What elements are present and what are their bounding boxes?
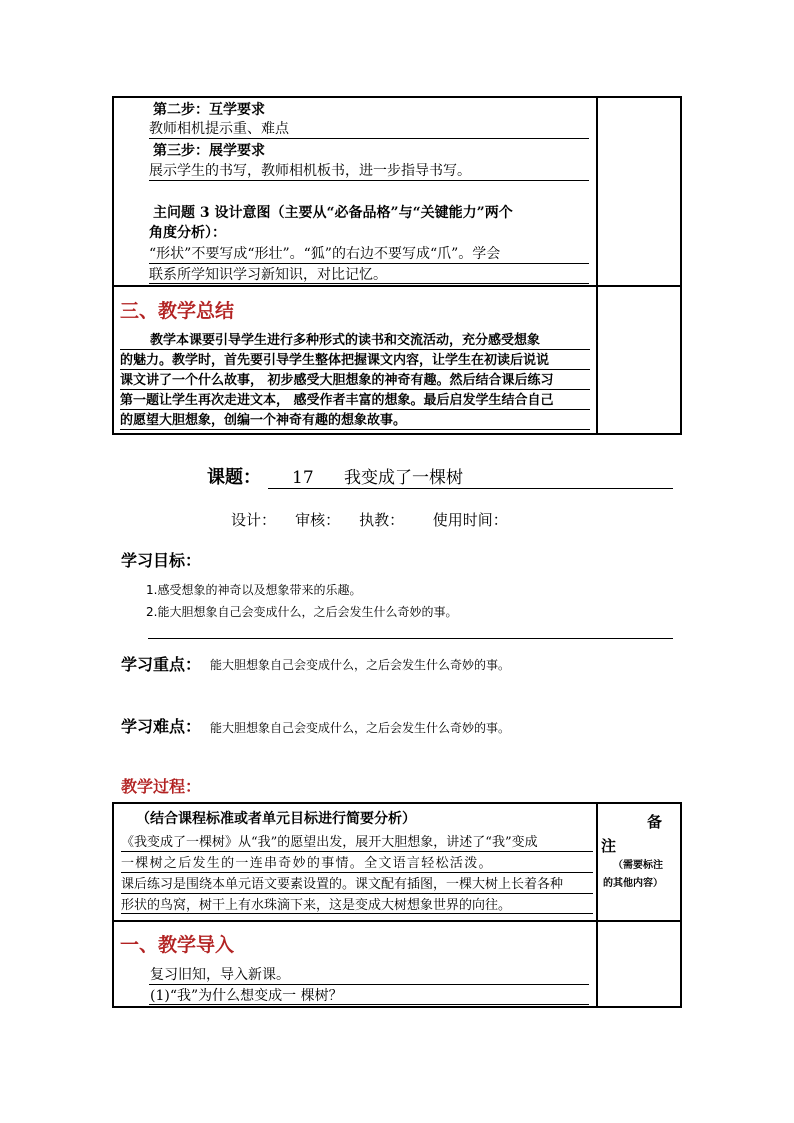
summary-line-4: 第一题让学生再次走进文本， 感受作者丰富的想象。最后启发学生结合自己 (120, 393, 554, 408)
analysis-title: （结合课程标准或者单元目标进行简要分析） (136, 811, 416, 827)
intro-heading: 一、教学导入 (120, 934, 235, 956)
lesson-title-number: 17 (292, 468, 314, 488)
summary-line-2: 的魅力。教学时，首先要引导学生整体把握课文内容，让学生在初读后说说 (120, 353, 550, 368)
intro-line-1: 复习旧知，导入新课。 (150, 967, 290, 983)
step3-title: 第三步：展学要求 (153, 143, 265, 159)
lesson-title-text: 我变成了一棵树 (344, 468, 463, 488)
process-heading: 教学过程： (121, 777, 202, 796)
summary-line-1: 教学本课要引导学生进行多种形式的读书和交流活动，充分感受想象 (150, 333, 541, 348)
intro-underline-2 (149, 1004, 589, 1005)
q3-underline-2 (149, 283, 589, 284)
q3-underline-1 (149, 263, 589, 264)
difficulty-text: 能大胆想象自己会变成什么，之后会发生什么奇妙的事。 (210, 721, 511, 735)
intro-line-2: (1)“我”为什么想变成一 棵树？ (150, 988, 343, 1004)
table-bottom-divider (596, 802, 598, 1008)
analysis-line-3: 课后练习是围绕本单元语文要素设置的。课文配有插图，一棵大树上长着各种 (121, 877, 564, 892)
note-subtitle-2: 的其他内容） (603, 878, 663, 889)
difficulty-label: 学习难点： (121, 717, 202, 736)
summary-underline-3 (120, 389, 590, 390)
key-text: 能大胆想象自己会变成什么，之后会发生什么奇妙的事。 (210, 658, 511, 672)
q3-text-line2: 联系所学知识学习新知识，对比记忆。 (149, 267, 387, 283)
summary-underline-2 (120, 369, 590, 370)
step2-underline (149, 138, 589, 139)
goal-1: 1.感受想象的神奇以及想象带来的乐趣。 (146, 583, 362, 597)
note-subtitle-1: （需要标注 (613, 860, 663, 871)
goal-2: 2.能大胆想象自己会变成什么，之后会发生什么奇妙的事。 (146, 605, 458, 619)
table-top-row-separator (112, 285, 682, 287)
analysis-underline-1 (121, 851, 593, 852)
summary-line-3: 课文讲了一个什么故事， 初步感受大胆想象的神奇有趣。然后结合课后练习 (120, 373, 554, 388)
q3-title-line1: 主问题 3 设计意图（主要从“必备品格”与“关键能力”两个 (153, 205, 513, 221)
summary-line-5: 的愿望大胆想象，创编一个神奇有趣的想象故事。 (120, 413, 407, 428)
lesson-meta: 设计： 审核： 执教： 使用时间： (231, 511, 508, 529)
goals-underline (148, 638, 673, 639)
goals-heading: 学习目标： (121, 551, 202, 570)
step3-text: 展示学生的书写，教师相机板书，进一步指导书写。 (149, 163, 471, 179)
table-bottom-row-separator (112, 920, 682, 922)
q3-title-line2: 角度分析）： (149, 225, 226, 241)
analysis-underline-2 (121, 872, 593, 873)
step2-title: 第二步：互学要求 (153, 102, 265, 118)
intro-underline-1 (149, 984, 589, 985)
analysis-line-1: 《我变成了一棵树》从“我”的愿望出发，展开大胆想象，讲述了“我”变成 (121, 835, 538, 850)
note-title-2: 注 (601, 837, 617, 855)
analysis-underline-4 (121, 913, 593, 914)
analysis-line-4: 形状的鸟窝，树干上有水珠滴下来，这是变成大树想象世界的向往。 (121, 898, 512, 913)
step3-underline (149, 180, 589, 181)
step2-text: 教师相机提示重、难点 (149, 121, 289, 137)
analysis-line-2: 一棵树之后发生的一连串奇妙的事情。全文语言轻松活泼。 (121, 856, 493, 871)
summary-heading: 三、教学总结 (120, 300, 235, 322)
lesson-title-underline (268, 488, 673, 489)
table-top-divider (596, 96, 598, 435)
summary-underline-4 (120, 409, 590, 410)
key-label: 学习重点： (121, 655, 202, 674)
note-title-1: 备 (647, 813, 663, 831)
lesson-title-label: 课题： (207, 467, 261, 488)
summary-underline-1 (120, 349, 590, 350)
q3-text-line1: “形状”不要写成“形壮”。“狐”的右边不要写成“爪”。学会 (149, 246, 501, 262)
summary-underline-5 (120, 429, 590, 430)
analysis-underline-3 (121, 893, 593, 894)
